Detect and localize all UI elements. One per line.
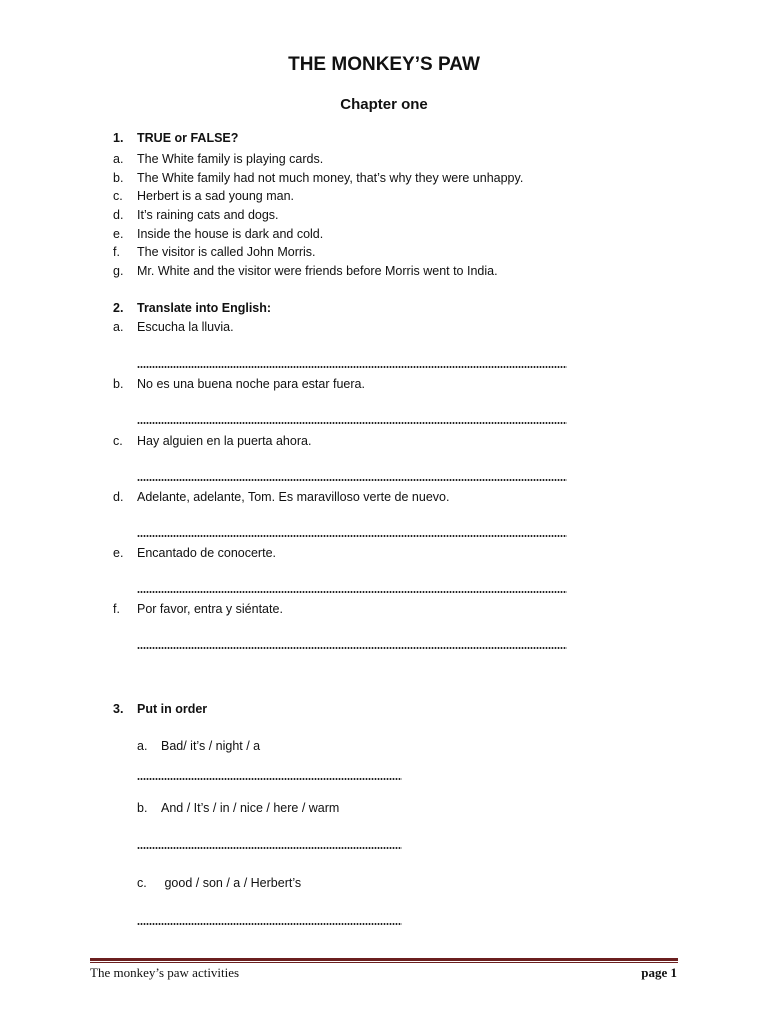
section2-item-e: e. Encantado de conocerte.: [113, 546, 276, 560]
section1-heading: 1. TRUE or FALSE?: [113, 131, 239, 145]
answer-line-2f[interactable]: [137, 647, 567, 649]
section3-item-b: b. And / It’s / in / nice / here / warm: [137, 801, 340, 815]
answer-line-3a[interactable]: [137, 778, 402, 780]
section3-heading: 3. Put in order: [113, 702, 208, 716]
section2-item-d: d. Adelante, adelante, Tom. Es maravilloso verte de nuevo.: [113, 490, 450, 504]
section3-item-c: c. good / son / a / Herbert’s: [137, 876, 302, 890]
section3-item-a: a. Bad/ it’s / night / a: [137, 739, 261, 753]
section2-item-f: f. Por favor, entra y siéntate.: [113, 602, 283, 616]
section1-item-c: c. Herbert is a sad young man.: [113, 189, 295, 203]
footer-rule-thin: [90, 962, 678, 963]
section2-heading: 2. Translate into English:: [113, 301, 272, 315]
section1-item-f: f. The visitor is called John Morris.: [113, 245, 316, 259]
section1-item-d: d. It’s raining cats and dogs.: [113, 208, 279, 222]
section1-item-g: g. Mr. White and the visitor were friends before Morris went to India.: [113, 264, 498, 278]
section1-item-e: e. Inside the house is dark and cold.: [113, 227, 324, 241]
answer-line-3c[interactable]: [137, 923, 402, 925]
section1-item-b: b. The White family had not much money, that’s why they were unhappy.: [113, 171, 524, 185]
chapter-subtitle: Chapter one: [340, 96, 428, 113]
page-number: page 1: [641, 965, 677, 980]
footer-rule-thick: [90, 958, 678, 961]
footer-title: The monkey’s paw activities: [90, 965, 240, 980]
answer-line-2b[interactable]: [137, 422, 567, 424]
section2-item-b: b. No es una buena noche para estar fuera.: [113, 377, 365, 391]
answer-line-2d[interactable]: [137, 535, 567, 537]
section1-item-a: a. The White family is playing cards.: [113, 152, 324, 166]
section2-item-a: a. Escucha la lluvia.: [113, 320, 234, 334]
answer-line-2a[interactable]: [137, 366, 567, 368]
answer-line-2e[interactable]: [137, 591, 567, 593]
section2-item-c: c. Hay alguien en la puerta ahora.: [113, 434, 312, 448]
answer-line-2c[interactable]: [137, 479, 567, 481]
page-title: THE MONKEY’S PAW: [288, 54, 480, 75]
answer-line-3b[interactable]: [137, 847, 402, 849]
